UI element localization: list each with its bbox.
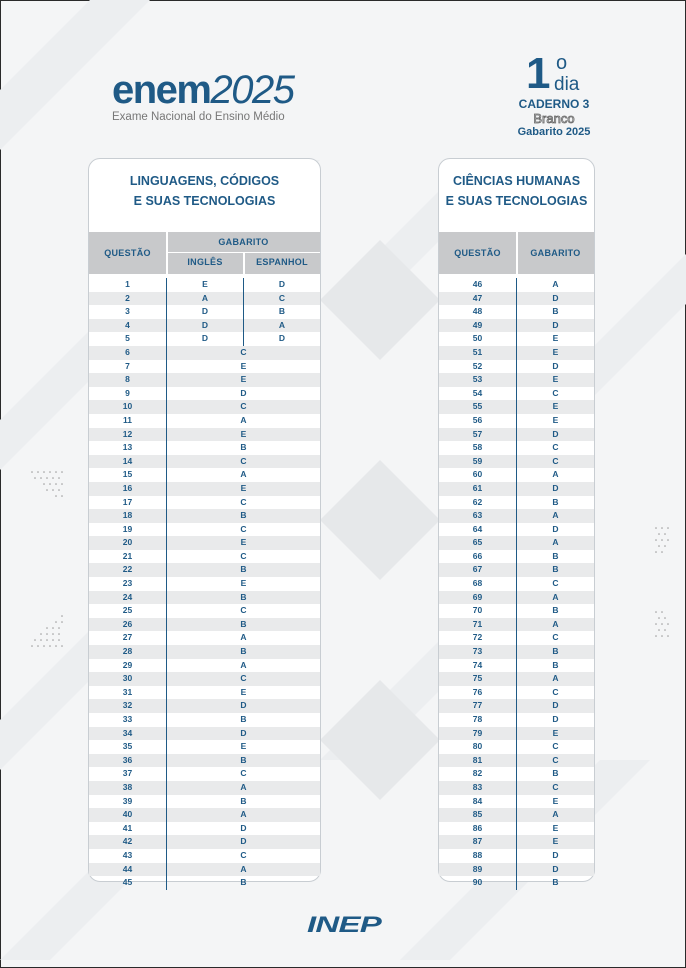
answer-letter: C: [240, 523, 247, 534]
answer-letter: E: [240, 374, 247, 385]
answer-letter: C: [240, 849, 247, 860]
panel-title-line2: E SUAS TECNOLOGIAS: [445, 194, 588, 208]
question-number: 45: [122, 877, 133, 888]
question-number: 28: [122, 646, 133, 657]
question-number: 87: [472, 836, 483, 847]
answer-espanhol: A: [278, 319, 286, 330]
answer-letter: A: [240, 863, 247, 874]
question-number: 47: [472, 292, 483, 303]
answer-letter: A: [240, 781, 247, 792]
day-word: dia: [554, 74, 580, 95]
question-number: 66: [472, 550, 483, 561]
table-row: [89, 346, 320, 360]
answer-letter: A: [240, 809, 247, 820]
col-espanhol: ESPANHOL: [256, 257, 308, 267]
panel-title-line2: E SUAS TECNOLOGIAS: [133, 194, 276, 208]
answer-letter: A: [552, 469, 559, 480]
question-number: 58: [472, 442, 483, 453]
header-divider: [516, 232, 518, 274]
table-row: [89, 292, 320, 306]
question-number: 54: [472, 387, 483, 398]
question-number: 53: [472, 374, 483, 385]
answer-ingles: D: [201, 306, 209, 317]
answer-letter: E: [552, 822, 559, 833]
answer-letter: B: [240, 714, 247, 724]
question-number: 14: [122, 455, 133, 466]
table-row: [89, 455, 320, 469]
question-number: 60: [472, 469, 483, 480]
answer-letter: A: [240, 659, 247, 670]
table-row: [89, 645, 320, 659]
answer-letter: B: [240, 795, 247, 806]
table-row: [89, 686, 320, 700]
table-row: [89, 360, 320, 374]
table-row: [89, 754, 320, 768]
question-number: 51: [472, 346, 483, 357]
question-number: 57: [472, 428, 483, 439]
table-header: [439, 232, 594, 274]
table-row: [89, 618, 320, 632]
question-number: 55: [472, 401, 483, 412]
question-number: 5: [125, 333, 130, 344]
day-number: 1: [526, 49, 551, 98]
question-number: 56: [472, 414, 483, 425]
question-number: 73: [472, 646, 483, 657]
table-row: [89, 767, 320, 781]
question-number: 21: [122, 550, 133, 561]
answer-letter: E: [240, 578, 247, 589]
answer-letter: C: [240, 768, 247, 779]
panel-title: [439, 159, 594, 221]
answer-letter: A: [552, 618, 559, 629]
question-number: 33: [122, 714, 133, 724]
answer-letter: B: [552, 306, 559, 317]
question-number: 72: [472, 632, 483, 643]
question-number: 63: [472, 510, 483, 521]
col-questao: QUESTÃO: [104, 248, 151, 258]
table-row: [89, 876, 320, 890]
table-row: [89, 305, 320, 319]
table-row: [89, 713, 320, 727]
question-number: 40: [122, 809, 133, 820]
question-number: 19: [122, 523, 133, 534]
question-number: 80: [472, 741, 483, 752]
answer-letter: B: [240, 591, 247, 602]
logo-subtitle: Exame Nacional do Ensino Médio: [112, 111, 285, 123]
table-row: [89, 795, 320, 809]
answer-letter: D: [240, 387, 247, 398]
question-number: 7: [125, 360, 130, 371]
question-number: 52: [472, 360, 483, 371]
question-number: 46: [472, 279, 483, 289]
caderno-label: CADERNO 3: [518, 97, 590, 111]
question-number: 13: [122, 442, 133, 453]
question-number: 31: [122, 686, 133, 697]
panel-title-line1: CIÊNCIAS HUMANAS: [452, 174, 581, 188]
question-number: 44: [122, 863, 133, 874]
col-ingles: INGLÊS: [187, 257, 223, 267]
question-number: 78: [472, 714, 483, 724]
table-row: [89, 849, 320, 863]
answer-letter: E: [240, 360, 247, 371]
question-number: 62: [472, 496, 483, 507]
answer-espanhol: D: [278, 333, 286, 344]
answer-rows: [89, 278, 320, 890]
answer-letter: A: [552, 537, 559, 548]
answer-letter: B: [552, 646, 559, 657]
question-number: 74: [472, 659, 483, 670]
question-number: 49: [472, 319, 483, 330]
answer-letter: C: [552, 578, 559, 589]
table-row: [89, 414, 320, 428]
table-row: [89, 319, 320, 333]
question-number: 9: [125, 387, 130, 398]
table-row: [89, 387, 320, 401]
answer-letter: A: [240, 469, 247, 480]
panel-linguagens: [88, 158, 321, 888]
answer-letter: C: [552, 442, 559, 453]
day-ordinal: o: [556, 52, 568, 74]
answer-letter: D: [552, 482, 559, 493]
question-number: 81: [472, 754, 483, 765]
answer-letter: A: [552, 591, 559, 602]
answer-letter: D: [240, 822, 247, 833]
question-number: 8: [125, 374, 130, 385]
answer-letter: C: [240, 550, 247, 561]
table-row: [89, 808, 320, 822]
answer-letter: C: [240, 346, 247, 357]
question-number: 90: [472, 877, 483, 888]
answer-letter: B: [552, 768, 559, 779]
question-number: 1: [125, 279, 130, 289]
enem-logo: [112, 70, 293, 123]
answer-letter: B: [240, 877, 247, 888]
answer-letter: B: [240, 442, 247, 453]
question-number: 41: [122, 822, 133, 833]
question-number: 10: [122, 401, 133, 412]
table-row: [89, 278, 320, 292]
question-number: 4: [125, 319, 130, 330]
table-row: [89, 835, 320, 849]
question-number: 24: [122, 591, 133, 602]
table-row: [89, 631, 320, 645]
question-number: 69: [472, 591, 483, 602]
table-row: [89, 496, 320, 510]
answer-letter: C: [552, 632, 559, 643]
booklet-info: [510, 49, 598, 138]
question-number: 88: [472, 849, 483, 860]
answer-letter: C: [552, 781, 559, 792]
question-number: 37: [122, 768, 133, 779]
table-row: [89, 332, 320, 346]
question-number: 85: [472, 809, 483, 820]
answer-letter: B: [552, 564, 559, 575]
table-row: [89, 523, 320, 537]
answer-letter: A: [552, 510, 559, 521]
table-row: [89, 563, 320, 577]
answer-espanhol: C: [278, 292, 286, 303]
answer-rows: [439, 278, 594, 890]
question-number: 75: [472, 673, 483, 684]
answer-letter: D: [552, 849, 559, 860]
answer-ingles: D: [201, 333, 209, 344]
answer-letter: E: [552, 333, 559, 344]
answer-espanhol: D: [278, 279, 286, 289]
logo-word: enem: [112, 68, 211, 112]
answer-letter: D: [240, 727, 247, 738]
question-number: 50: [472, 333, 483, 344]
question-number: 77: [472, 700, 483, 711]
answer-letter: B: [552, 605, 559, 616]
col-questao: QUESTÃO: [454, 248, 501, 258]
answer-letter: E: [552, 346, 559, 357]
col-gabarito: GABARITO: [530, 248, 581, 258]
table-row: [89, 781, 320, 795]
table-row: [89, 863, 320, 877]
answer-letter: E: [240, 741, 247, 752]
question-number: 48: [472, 306, 483, 317]
day-indicator: [510, 49, 598, 98]
answer-letter: B: [240, 646, 247, 657]
question-number: 76: [472, 686, 483, 697]
answer-espanhol: B: [278, 306, 286, 317]
inep-logo: INEP: [307, 912, 382, 937]
question-number: 25: [122, 605, 133, 616]
answer-letter: E: [552, 795, 559, 806]
answer-letter: D: [552, 700, 559, 711]
table-row: [89, 441, 320, 455]
question-number: 18: [122, 510, 133, 521]
question-number: 84: [472, 795, 483, 806]
question-number: 82: [472, 768, 483, 779]
question-number: 39: [122, 795, 133, 806]
answer-letter: E: [552, 727, 559, 738]
answer-letter: E: [552, 401, 559, 412]
answer-letter: D: [552, 428, 559, 439]
table-row: [89, 740, 320, 754]
question-number: 11: [123, 414, 132, 425]
table-row: [89, 699, 320, 713]
question-number: 35: [122, 741, 133, 752]
question-number: 2: [125, 292, 130, 303]
answer-letter: D: [552, 360, 559, 371]
question-number: 20: [122, 537, 133, 548]
answer-letter: C: [552, 455, 559, 466]
answer-letter: E: [240, 482, 247, 493]
answer-letter: A: [240, 632, 247, 643]
question-number: 6: [125, 346, 130, 357]
header-subdivider: [243, 252, 245, 274]
question-number: 79: [472, 727, 483, 738]
answer-letter: E: [240, 537, 247, 548]
table-row: [89, 659, 320, 673]
question-number: 30: [122, 673, 133, 684]
answer-letter: B: [240, 618, 247, 629]
answer-letter: E: [240, 428, 247, 439]
answer-letter: D: [552, 292, 559, 303]
language-divider: [243, 278, 244, 346]
panel-ciencias-humanas: [438, 158, 595, 888]
answer-letter: A: [552, 673, 559, 684]
question-number: 22: [122, 564, 133, 575]
answer-letter: E: [552, 836, 559, 847]
question-number: 27: [122, 632, 133, 643]
answer-letter: A: [240, 414, 247, 425]
question-number: 32: [122, 700, 133, 711]
column-divider: [166, 278, 167, 890]
answer-letter: B: [552, 496, 559, 507]
answer-letter: A: [552, 809, 559, 820]
table-row: [89, 672, 320, 686]
question-number: 36: [122, 754, 133, 765]
table-row: [89, 550, 320, 564]
question-number: 26: [122, 618, 133, 629]
question-number: 59: [472, 455, 483, 466]
answer-letter: C: [240, 673, 247, 684]
answer-letter: E: [552, 374, 559, 385]
answer-letter: B: [552, 877, 559, 888]
question-number: 38: [122, 781, 133, 792]
question-number: 17: [122, 496, 133, 507]
question-number: 64: [472, 523, 483, 534]
panel-title: [89, 159, 320, 221]
answer-letter: C: [552, 741, 559, 752]
question-number: 34: [122, 727, 133, 738]
question-number: 29: [122, 659, 133, 670]
answer-letter: C: [552, 686, 559, 697]
table-row: [89, 536, 320, 550]
answer-letter: E: [240, 686, 247, 697]
header-divider: [166, 232, 168, 274]
logo-year: 2025: [210, 68, 294, 112]
answer-letter: A: [552, 279, 559, 289]
question-number: 83: [472, 781, 483, 792]
question-number: 16: [122, 482, 133, 493]
header-hline: [167, 252, 320, 253]
column-divider: [516, 278, 517, 890]
answer-letter: C: [240, 455, 247, 466]
answer-ingles: D: [201, 319, 209, 330]
answer-letter: C: [552, 754, 559, 765]
table-row: [89, 482, 320, 496]
answer-ingles: E: [202, 279, 208, 289]
answer-letter: C: [240, 496, 247, 507]
answer-letter: D: [552, 523, 559, 534]
table-row: [89, 509, 320, 523]
answer-letter: C: [240, 401, 247, 412]
table-row: [89, 604, 320, 618]
booklet-color: Branco: [533, 111, 575, 126]
question-number: 86: [472, 822, 483, 833]
panel-title-line1: LINGUAGENS, CÓDIGOS: [129, 174, 280, 188]
question-number: 23: [122, 578, 133, 589]
answer-letter: C: [240, 605, 247, 616]
question-number: 43: [122, 849, 133, 860]
table-row: [89, 400, 320, 414]
table-row: [89, 727, 320, 741]
answer-letter: B: [552, 550, 559, 561]
answer-letter: E: [552, 414, 559, 425]
answer-letter: D: [552, 863, 559, 874]
answer-letter: C: [552, 387, 559, 398]
gabarito-year: Gabarito 2025: [517, 126, 591, 138]
question-number: 61: [472, 482, 483, 493]
answer-letter: D: [552, 319, 559, 330]
answer-letter: B: [240, 754, 247, 765]
table-row: [89, 373, 320, 387]
question-number: 70: [472, 605, 483, 616]
question-number: 71: [472, 618, 483, 629]
question-number: 12: [122, 428, 133, 439]
answer-letter: B: [240, 564, 247, 575]
table-row: [89, 428, 320, 442]
table-row: [89, 468, 320, 482]
answer-letter: D: [240, 836, 247, 847]
answer-letter: D: [552, 714, 559, 724]
answer-letter: B: [240, 510, 247, 521]
answer-letter: B: [552, 659, 559, 670]
table-row: [89, 577, 320, 591]
question-number: 65: [472, 537, 483, 548]
answer-ingles: A: [201, 292, 209, 303]
table-row: [89, 591, 320, 605]
col-gabarito: GABARITO: [218, 237, 269, 247]
question-number: 15: [122, 469, 133, 480]
question-number: 42: [122, 836, 133, 847]
question-number: 89: [472, 863, 483, 874]
table-header: [89, 232, 320, 274]
question-number: 3: [125, 306, 130, 317]
question-number: 68: [472, 578, 483, 589]
question-number: 67: [472, 564, 483, 575]
table-row: [89, 822, 320, 836]
answer-letter: D: [240, 700, 247, 711]
